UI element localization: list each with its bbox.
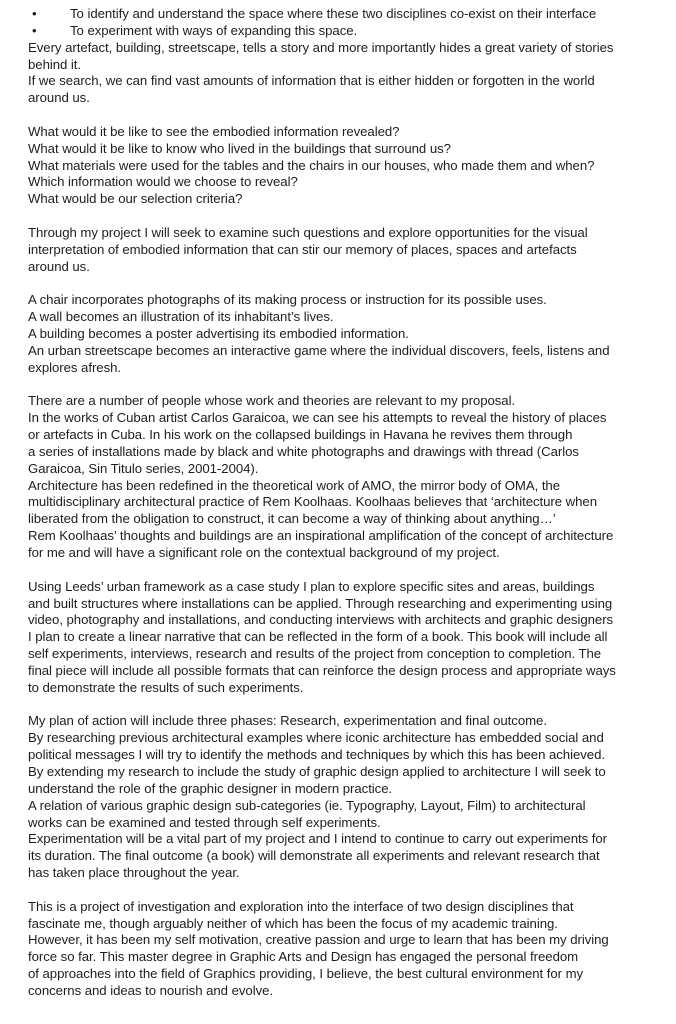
- text-line: In the works of Cuban artist Carlos Garaicoa, we can see his attempts to reveal the history of places: [28, 410, 607, 426]
- text-line: interpretation of embodied information that can stir our memory of places, spaces and artefacts: [28, 241, 577, 257]
- text-line: Through my project I will seek to examine such questions and explore opportunities for the visual: [28, 224, 588, 240]
- text-line: has taken place throughout the year.: [28, 865, 240, 881]
- text-line: I plan to create a linear narrative that can be reflected in the form of a book. This book will include all: [28, 629, 608, 645]
- text-line: If we search, we can find vast amounts of information that is either hidden or forgotten in the world: [28, 73, 595, 89]
- text-line: around us.: [28, 258, 90, 274]
- text-line: What would it be like to see the embodied information revealed?: [28, 123, 400, 139]
- text-line: A building becomes a poster advertising its embodied information.: [28, 326, 409, 342]
- objective-item: [28, 23, 656, 40]
- text-line: and built structures where installations can be applied. Through researching and experimenting using: [28, 595, 613, 611]
- text-line: multidisciplinary architectural practice of Rem Koolhaas. Koolhaas believes that ‘architecture when: [28, 494, 597, 510]
- paragraph-4: [28, 292, 656, 376]
- text-line: a series of installations made by black and white photographs and drawings with thread (Carlos: [28, 443, 579, 459]
- text-line: A wall becomes an illustration of its inhabitant’s lives.: [28, 309, 334, 325]
- text-line: self experiments, interviews, research and results of the project from conception to completion. The: [28, 646, 602, 662]
- text-line: Rem Koolhaas’ thoughts and buildings are an inspirational amplification of the concept of architecture: [28, 528, 614, 544]
- objective-text: To identify and understand the space where these two disciplines co-exist on their interface: [70, 6, 597, 21]
- bullet-icon: •: [32, 6, 37, 21]
- text-line: Using Leeds’ urban framework as a case study I plan to explore specific sites and areas, buildings: [28, 578, 595, 594]
- paragraph-7: [28, 713, 656, 881]
- text-line: fascinate me, though arguably neither of which has been the focus of my academic training.: [28, 915, 558, 931]
- text-line: or artefacts in Cuba. In his work on the collapsed buildings in Havana he revives them through: [28, 427, 573, 443]
- text-line: Garaicoa, Sin Titulo series, 2001-2004).: [28, 460, 259, 476]
- text-line: By extending my research to include the study of graphic design applied to architecture I will seek to: [28, 763, 606, 779]
- paragraph-6: [28, 579, 656, 697]
- text-line: Experimentation will be a vital part of my project and I intend to continue to carry out experiments for: [28, 831, 608, 847]
- text-line: Every artefact, building, streetscape, tells a story and more importantly hides a great variety of stories: [28, 39, 614, 55]
- text-line: final piece will include all possible formats that can reinforce the design process and appropriate ways: [28, 662, 616, 678]
- paragraph-3: [28, 225, 656, 276]
- objective-text: To experiment with ways of expanding this space.: [70, 22, 358, 38]
- body-text: [28, 40, 656, 1000]
- text-line: works can be examined and tested through self experiments.: [28, 814, 381, 830]
- text-line: understand the role of the graphic designer in modern practice.: [28, 780, 393, 796]
- text-line: What would be our selection criteria?: [28, 191, 243, 207]
- text-line: My plan of action will include three phases: Research, experimentation and final outcome.: [28, 713, 547, 729]
- text-line: for me and will have a significant role on the contextual background of my project.: [28, 545, 500, 560]
- text-line: A relation of various graphic design sub-categories (ie. Typography, Layout, Film) to architectural: [28, 797, 586, 813]
- text-line: of approaches into the field of Graphics providing, I believe, the best cultural environment for my: [28, 966, 584, 982]
- text-line: around us.: [28, 90, 90, 106]
- objective-item: [28, 6, 656, 23]
- text-line: What would it be like to know who lived in the buildings that surround us?: [28, 140, 451, 156]
- text-line: political messages I will try to identify the methods and techniques by which this has been achieved.: [28, 747, 605, 763]
- paragraph-2: [28, 124, 656, 208]
- text-line: concerns and ideas to nourish and evolve.: [28, 982, 274, 998]
- text-line: What materials were used for the tables and the chairs in our houses, who made them and when?: [28, 157, 595, 173]
- paragraph-1: [28, 40, 656, 107]
- text-line: video, photography and installations, and conducting interviews with architects and graphic designers: [28, 612, 614, 628]
- text-line: An urban streetscape becomes an interactive game where the individual discovers, feels, listens and: [28, 342, 610, 358]
- paragraph-8: [28, 899, 656, 1000]
- text-line: A chair incorporates photographs of its making process or instruction for its possible uses.: [28, 292, 547, 308]
- text-line: This is a project of investigation and exploration into the interface of two design disciplines that: [28, 898, 574, 914]
- text-line: Architecture has been redefined in the theoretical work of AMO, the mirror body of OMA, the: [28, 477, 561, 493]
- text-line: There are a number of people whose work and theories are relevant to my proposal.: [28, 393, 516, 409]
- paragraph-5: [28, 393, 656, 561]
- text-line: By researching previous architectural examples where iconic architecture has embedded social and: [28, 730, 604, 746]
- text-line: However, it has been my self motivation, creative passion and urge to learn that has been my driving: [28, 932, 609, 948]
- text-line: behind it.: [28, 56, 82, 72]
- text-line: to demonstrate the results of such experiments.: [28, 679, 304, 695]
- text-line: Which information would we choose to reveal?: [28, 174, 298, 190]
- text-line: force so far. This master degree in Graphic Arts and Design has engaged the personal freedom: [28, 949, 579, 965]
- objectives-list: [28, 6, 656, 40]
- bullet-icon: •: [32, 22, 37, 38]
- text-line: explores afresh.: [28, 359, 122, 375]
- text-line: its duration. The final outcome (a book) will demonstrate all experiments and relevant research that: [28, 848, 600, 864]
- text-line: liberated from the obligation to construct, it can become a way of thinking about anything…’: [28, 511, 556, 527]
